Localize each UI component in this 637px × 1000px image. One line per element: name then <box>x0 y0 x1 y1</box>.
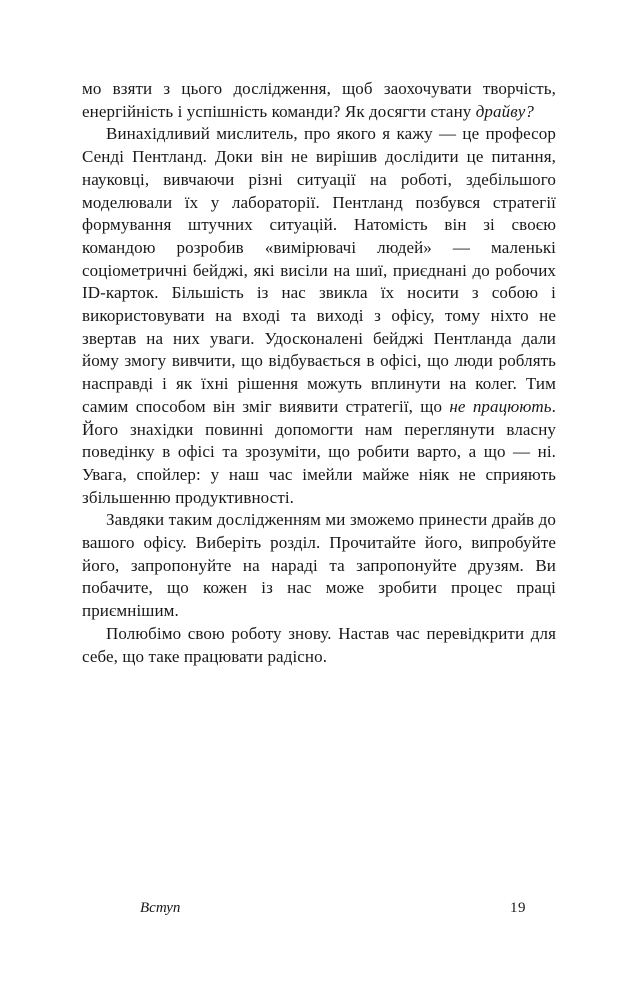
text-run: Завдяки таким дослідженням ми зможемо принести драйв до вашого офісу. Виберіть розділ. Прочитайте його, випробуйте його, запропонуйте на нараді та запропонуйте друзям. Ви побачите, що кожен із нас може зробити процес праці приємнішим. <box>82 510 556 621</box>
paragraph <box>82 509 556 623</box>
paragraph <box>82 78 556 123</box>
text-block <box>82 78 556 668</box>
text-run: мо взяти з цього дослідження, щоб заохочувати творчість, енергійність і успішність команди? Як досягти стану <box>82 79 556 121</box>
page-footer <box>82 898 556 918</box>
italic-text-run: драйву? <box>475 101 534 121</box>
text-run: . Його знахідки повинні допомогти нам переглянути власну поведінку в офісі та зрозуміти, що робити варто, а що — ні. Увага, спойлер: у наш час імейли майже ніяк не сприяють збільшенню продуктивності. <box>82 396 556 507</box>
paragraph <box>82 123 556 509</box>
running-footer-section: Вступ <box>140 900 181 916</box>
page-number: 19 <box>510 900 526 916</box>
italic-text-run: не працюють <box>449 396 552 416</box>
paragraph <box>82 623 556 668</box>
text-run: Полюбімо свою роботу знову. Настав час перевідкрити для себе, що таке працювати радісно. <box>82 623 556 666</box>
text-run: Винахідливий мислитель, про якого я кажу — це професор Сенді Пентланд. Доки він не вирішив дослідити це питання, науковці, вивчаючи різні ситуації на роботі, здебільшого моделювали їх у лабораторії. Пентланд позбувся стратегії формування штучних ситуацій. Натомість він зі своєю командою розробив «вимірювачі людей» — маленькі соціометричні бейджі, які висіли на шиї, приєднані до робочих ID-карток. Більшість із нас звикла їх носити з собою і використовувати на вході та виході з офісу, тому ніхто не звертав на них уваги. Удосконалені бейджі Пентланда дали йому змогу вивчити, що відбувається в офісі, що люди роблять насправді і як їхні рішення можуть вплинути на колег. Тим самим способом він зміг виявити стратегії, що <box>82 124 556 416</box>
